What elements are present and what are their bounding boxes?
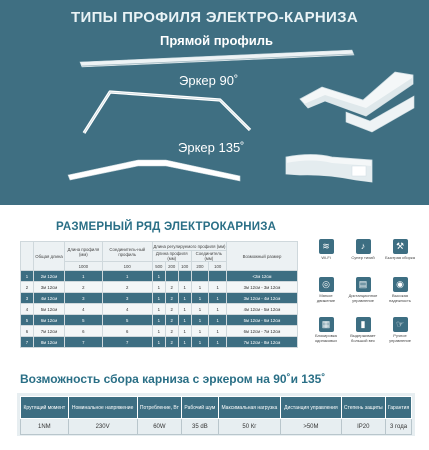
spec-value: 1NM	[21, 419, 69, 435]
cell: 1	[152, 304, 165, 315]
cell: 7	[102, 337, 152, 348]
cell: 1	[178, 282, 191, 293]
cell: 1	[191, 293, 209, 304]
table-row	[21, 315, 298, 326]
cell: 3	[65, 293, 103, 304]
cell: 1	[152, 282, 165, 293]
feature-label: Ручное управление	[389, 333, 411, 343]
feature-reliable	[384, 277, 416, 303]
hand-icon: ☞	[393, 317, 408, 332]
col-adjustable: Длина регулируемого профиля (мм)	[153, 243, 226, 249]
cell: 2	[165, 337, 178, 348]
col-total: Общая длина	[34, 242, 65, 271]
feature-label: Быстрая сборка	[385, 255, 415, 260]
cell: 1	[209, 337, 227, 348]
straight-profile-label: Прямой профиль	[160, 33, 274, 48]
spec-header: Крутящий момент	[21, 397, 69, 419]
col-possible: Возможный размер	[227, 242, 298, 271]
cell: 1	[209, 293, 227, 304]
spec-value: 35 dB	[182, 419, 218, 435]
cell: 1	[178, 315, 191, 326]
assembly-title: Возможность сбора карниза с эркером на 90˚и 135˚	[20, 372, 326, 386]
feature-silent	[347, 239, 379, 261]
cell: 7	[21, 337, 34, 348]
col-length: Длина профиля (мм)	[65, 242, 103, 262]
cell: 6	[21, 326, 34, 337]
remote-icon: ▤	[356, 277, 371, 292]
cell: 1	[209, 326, 227, 337]
spec-value: IP20	[341, 419, 386, 435]
silent-icon: ♪	[356, 239, 371, 254]
feature-manual	[384, 317, 416, 343]
cell: 2	[165, 304, 178, 315]
col-sub: 200	[191, 262, 209, 271]
table-row	[21, 282, 298, 293]
cell: 2	[102, 282, 152, 293]
cell: 1	[191, 326, 209, 337]
cell: 1	[191, 304, 209, 315]
profile-illustrations	[0, 0, 429, 205]
cell: 3	[21, 293, 34, 304]
cell: 1	[209, 304, 227, 315]
feature-label: Дистанционное управление	[348, 293, 378, 303]
cell: 7м 12см	[34, 326, 65, 337]
cell: 3	[102, 293, 152, 304]
table-row	[21, 326, 298, 337]
bay135-closeup-image	[286, 155, 372, 183]
cell: 1	[152, 271, 165, 282]
cell: 5м 12см	[34, 304, 65, 315]
cell: 1	[178, 326, 191, 337]
feature-soft	[310, 277, 342, 303]
spec-value: 230V	[68, 419, 137, 435]
blocks-icon: ▦	[319, 317, 334, 332]
cell: 1	[21, 271, 34, 282]
feature-label: Мягкое движение	[316, 293, 336, 303]
cell	[191, 271, 209, 282]
col-sub: 100	[178, 262, 191, 271]
spec-header: Рабочий шум	[182, 397, 218, 419]
feature-label: Высокая надежность	[389, 293, 411, 303]
feature-block	[310, 317, 342, 343]
cell: 6м 12см - 7м 12см	[227, 326, 298, 337]
cell: 2	[165, 326, 178, 337]
specs-section	[0, 205, 429, 450]
cell: 4м 12см - 5м 12см	[227, 304, 298, 315]
cell: <2м 12см	[227, 271, 298, 282]
safety-icon: ◉	[393, 277, 408, 292]
cell: 1	[209, 282, 227, 293]
cell: 7м 12см - 8м 12см	[227, 337, 298, 348]
spec-header: Степень защиты	[341, 397, 386, 419]
feature-remote	[347, 277, 379, 303]
cell: 2	[165, 293, 178, 304]
spec-header: Номинальное напряжение	[68, 397, 137, 419]
cell: 3м 12см - 3м 12см	[227, 282, 298, 293]
col-connector: Соединитель-ный профиль	[102, 242, 152, 262]
cell: 4м 12см	[34, 293, 65, 304]
feature-label: Выдерживает большой вес	[350, 333, 376, 343]
bay135-rail-image	[68, 160, 240, 181]
cell: 1	[152, 337, 165, 348]
cell: 4	[102, 304, 152, 315]
bay90-rail-image	[84, 92, 250, 133]
col-profile-length: Длина профиля (мм)	[152, 251, 191, 262]
cell: 6	[65, 326, 103, 337]
col-index	[21, 242, 34, 271]
specs-table	[20, 396, 412, 435]
spec-value: >50M	[281, 419, 341, 435]
feature-assembly	[384, 239, 416, 261]
cell: 5	[65, 315, 103, 326]
banner-title: ТИПЫ ПРОФИЛЯ ЭЛЕКТРО-КАРНИЗА	[71, 9, 358, 26]
sizes-table	[20, 241, 298, 348]
cell: 5	[102, 315, 152, 326]
cell: 3м 12см	[34, 282, 65, 293]
spec-value: 60W	[137, 419, 182, 435]
cell: 2м 12см	[34, 271, 65, 282]
cell: 7	[65, 337, 103, 348]
cell: 1	[152, 326, 165, 337]
cell: 1	[102, 271, 152, 282]
col-sub: 100	[209, 262, 227, 271]
cell: 6м 12см	[34, 315, 65, 326]
cell: 1	[152, 293, 165, 304]
col-sub: 100	[102, 262, 152, 271]
table-row	[21, 271, 298, 282]
cell: 1	[191, 315, 209, 326]
cell	[178, 271, 191, 282]
table-row	[21, 304, 298, 315]
cell: 2	[21, 282, 34, 293]
cell: 8м 12см	[34, 337, 65, 348]
cell: 1	[191, 282, 209, 293]
cell: 2	[65, 282, 103, 293]
feature-label: Блокировка одинаковых	[314, 333, 338, 343]
cell: 1	[209, 315, 227, 326]
weight-icon: ▮	[356, 317, 371, 332]
spec-header: Максимальная нагрузка	[218, 397, 281, 419]
col-sub: 200	[165, 262, 178, 271]
cell: 4	[21, 304, 34, 315]
bay90-label: Эркер 90˚	[179, 73, 239, 88]
cell: 2	[165, 315, 178, 326]
feature-weight	[347, 317, 379, 343]
tools-icon: ⚒	[393, 239, 408, 254]
cell: 1	[178, 304, 191, 315]
col-sub: 500	[152, 262, 165, 271]
spec-header: Дистанция управления	[281, 397, 341, 419]
col-connector-length: Соединитель (мм)	[191, 251, 226, 262]
feature-label: Wi-Fi	[321, 255, 331, 260]
table-row	[21, 337, 298, 348]
soft-start-icon: ◎	[319, 277, 334, 292]
sizes-title: РАЗМЕРНЫЙ РЯД ЭЛЕКТРОКАРНИЗА	[56, 221, 277, 233]
straight-rail-image	[80, 50, 354, 67]
spec-header: Потребление, Вт	[137, 397, 182, 419]
cell	[165, 271, 178, 282]
feature-wifi	[310, 239, 342, 261]
feature-label: Супер тихий	[351, 255, 375, 260]
spec-value: 3 года	[386, 419, 412, 435]
cell: 1	[152, 315, 165, 326]
cell: 4	[65, 304, 103, 315]
profile-types-banner	[0, 0, 429, 205]
spec-header: Гарантия	[386, 397, 412, 419]
wifi-icon: ≋	[319, 239, 334, 254]
cell: 1	[191, 337, 209, 348]
table-row	[21, 293, 298, 304]
cell: 5	[21, 315, 34, 326]
cell: 5м 12см - 6м 12см	[227, 315, 298, 326]
bay90-closeup-image	[300, 72, 414, 132]
cell: 3м 12см - 4м 12см	[227, 293, 298, 304]
cell	[209, 271, 227, 282]
cell: 6	[102, 326, 152, 337]
cell: 1	[178, 293, 191, 304]
cell: 1	[65, 271, 103, 282]
cell: 1	[178, 337, 191, 348]
col-sub: 1000	[65, 262, 103, 271]
bay135-label: Эркер 135˚	[178, 140, 245, 155]
cell: 2	[165, 282, 178, 293]
spec-value: 50 Кг	[218, 419, 281, 435]
